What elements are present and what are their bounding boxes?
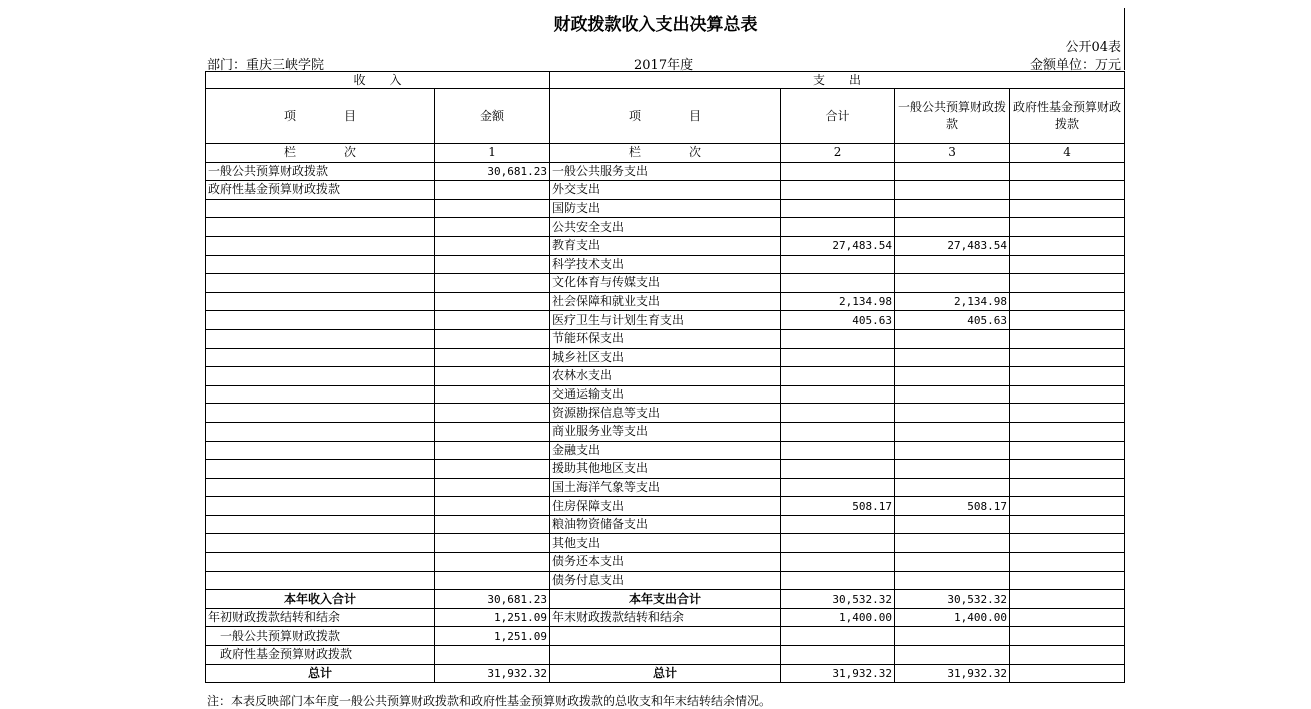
- end-balance-label: 年末财政拨款结转和结余: [550, 608, 781, 627]
- table-row: [206, 497, 1125, 516]
- expense-total: [781, 460, 895, 479]
- income-item: [206, 422, 435, 441]
- begin-fund: [435, 646, 550, 665]
- begin-general: 1,251.09: [435, 627, 550, 646]
- section-income: 收 入: [206, 72, 550, 89]
- table-row: [206, 404, 1125, 423]
- income-amount: [435, 181, 550, 200]
- income-amount: [435, 385, 550, 404]
- expense-item: 国土海洋气象等支出: [550, 478, 781, 497]
- income-amount: [435, 274, 550, 293]
- expense-item: 农林水支出: [550, 367, 781, 386]
- empty-cell: [1010, 627, 1125, 646]
- expense-general: [895, 367, 1010, 386]
- table-row: [206, 218, 1125, 237]
- expense-total: [781, 274, 895, 293]
- expense-fund: [1010, 348, 1125, 367]
- expense-general: [895, 460, 1010, 479]
- expense-item: 商业服务业等支出: [550, 422, 781, 441]
- income-amount: [435, 348, 550, 367]
- income-item: [206, 329, 435, 348]
- year-total-row: [206, 590, 1125, 609]
- empty-cell: [550, 627, 781, 646]
- begin-general-row: [206, 627, 1125, 646]
- table-row: [206, 571, 1125, 590]
- income-item: [206, 274, 435, 293]
- expense-item: 交通运输支出: [550, 385, 781, 404]
- expense-fund: [1010, 385, 1125, 404]
- expense-general: [895, 478, 1010, 497]
- form-id: 公开04表: [1065, 40, 1121, 55]
- expense-item: 社会保障和就业支出: [550, 292, 781, 311]
- expense-general: [895, 534, 1010, 553]
- grand-out-general: 31,932.32: [895, 664, 1010, 683]
- grand-in-label: 总计: [206, 664, 435, 683]
- expense-total: [781, 515, 895, 534]
- table-row: [206, 422, 1125, 441]
- table-row: [206, 236, 1125, 255]
- expense-item: 债务付息支出: [550, 571, 781, 590]
- expense-general: 27,483.54: [895, 236, 1010, 255]
- empty-cell: [781, 627, 895, 646]
- expense-total: [781, 553, 895, 572]
- expense-item: 节能环保支出: [550, 329, 781, 348]
- expense-total: [781, 329, 895, 348]
- expense-item: 住房保障支出: [550, 497, 781, 516]
- expense-total: 27,483.54: [781, 236, 895, 255]
- expense-total: [781, 478, 895, 497]
- table-row: [206, 199, 1125, 218]
- grand-in: 31,932.32: [435, 664, 550, 683]
- year-income-total: 30,681.23: [435, 590, 550, 609]
- table-row: [206, 292, 1125, 311]
- expense-fund: [1010, 404, 1125, 423]
- income-amount: [435, 422, 550, 441]
- expense-fund: [1010, 367, 1125, 386]
- expense-total: [781, 255, 895, 274]
- expense-general: 508.17: [895, 497, 1010, 516]
- expense-fund: [1010, 571, 1125, 590]
- col-label-right: 栏 次: [550, 144, 781, 163]
- expense-total: 405.63: [781, 311, 895, 330]
- begin-fund-row: [206, 646, 1125, 665]
- expense-item: 其他支出: [550, 534, 781, 553]
- expense-total: [781, 218, 895, 237]
- year-expense-total-label: 本年支出合计: [550, 590, 781, 609]
- table-row: [206, 515, 1125, 534]
- table-row: [206, 367, 1125, 386]
- col-label-4: 4: [1010, 144, 1125, 163]
- table-row: [206, 181, 1125, 200]
- unit-label: 金额单位：万元: [1029, 58, 1121, 73]
- end-balance-general: 1,400.00: [895, 608, 1010, 627]
- table-row: [206, 274, 1125, 293]
- income-item: [206, 497, 435, 516]
- expense-general: 2,134.98: [895, 292, 1010, 311]
- expense-item: 文化体育与传媒支出: [550, 274, 781, 293]
- income-amount: 30,681.23: [435, 162, 550, 181]
- expense-general: [895, 422, 1010, 441]
- table-row: [206, 311, 1125, 330]
- income-amount: [435, 497, 550, 516]
- income-item: [206, 515, 435, 534]
- income-amount: [435, 460, 550, 479]
- expense-general: [895, 553, 1010, 572]
- income-item: [206, 553, 435, 572]
- expense-fund: [1010, 478, 1125, 497]
- empty-cell: [895, 627, 1010, 646]
- empty-cell: [781, 646, 895, 665]
- table-row: [206, 460, 1125, 479]
- expense-fund: [1010, 515, 1125, 534]
- expense-general: [895, 515, 1010, 534]
- col-label-3: 3: [895, 144, 1010, 163]
- expense-fund: [1010, 236, 1125, 255]
- expense-total: [781, 199, 895, 218]
- expense-fund: [1010, 329, 1125, 348]
- expense-fund: [1010, 162, 1125, 181]
- income-item: [206, 460, 435, 479]
- header-item-left: 项 目: [206, 89, 435, 144]
- expense-general: [895, 274, 1010, 293]
- header-fund-budget: 政府性基金预算财政拨款: [1010, 89, 1125, 144]
- expense-fund: [1010, 218, 1125, 237]
- column-header-row: [206, 89, 1125, 144]
- expense-general: [895, 181, 1010, 200]
- income-amount: [435, 441, 550, 460]
- income-amount: [435, 218, 550, 237]
- header-amount: 金额: [435, 89, 550, 144]
- income-amount: [435, 311, 550, 330]
- table-row: [206, 329, 1125, 348]
- income-amount: [435, 571, 550, 590]
- expense-item: 公共安全支出: [550, 218, 781, 237]
- income-item: [206, 385, 435, 404]
- expense-item: 债务还本支出: [550, 553, 781, 572]
- begin-balance-label: 年初财政拨款结转和结余: [206, 608, 435, 627]
- table-row: [206, 255, 1125, 274]
- expense-general: [895, 404, 1010, 423]
- year-income-total-label: 本年收入合计: [206, 590, 435, 609]
- header-item-right: 项 目: [550, 89, 781, 144]
- income-item: [206, 367, 435, 386]
- income-item: [206, 441, 435, 460]
- income-item: [206, 478, 435, 497]
- income-item: [206, 199, 435, 218]
- expense-total: [781, 348, 895, 367]
- expense-total: [781, 181, 895, 200]
- income-item: [206, 311, 435, 330]
- begin-balance: 1,251.09: [435, 608, 550, 627]
- income-item: [206, 571, 435, 590]
- expense-total: [781, 367, 895, 386]
- header-total: 合计: [781, 89, 895, 144]
- col-label-2: 2: [781, 144, 895, 163]
- expense-fund: [1010, 441, 1125, 460]
- expense-general: [895, 348, 1010, 367]
- table-row: [206, 534, 1125, 553]
- income-item: 政府性基金预算财政拨款: [206, 181, 435, 200]
- income-item: [206, 292, 435, 311]
- table-row: [206, 441, 1125, 460]
- expense-fund: [1010, 181, 1125, 200]
- income-item: [206, 236, 435, 255]
- expense-item: 资源勘探信息等支出: [550, 404, 781, 423]
- income-item: [206, 218, 435, 237]
- table-row: [206, 348, 1125, 367]
- expense-fund: [1010, 255, 1125, 274]
- expense-total: 508.17: [781, 497, 895, 516]
- table-row: [206, 553, 1125, 572]
- expense-general: [895, 329, 1010, 348]
- footnote: 注：本表反映部门本年度一般公共预算财政拨款和政府性基金预算财政拨款的总收支和年末结转结余情况。: [207, 694, 772, 708]
- table-row: [206, 162, 1125, 181]
- begin-fund-label: 政府性基金预算财政拨款: [206, 646, 435, 665]
- expense-item: 外交支出: [550, 181, 781, 200]
- year-expense-fund: [1010, 590, 1125, 609]
- expense-fund: [1010, 497, 1125, 516]
- expense-item: 教育支出: [550, 236, 781, 255]
- year-label: 2017年度: [634, 58, 694, 73]
- income-item: [206, 404, 435, 423]
- expense-general: [895, 571, 1010, 590]
- expense-item: 一般公共服务支出: [550, 162, 781, 181]
- section-header-row: [206, 72, 1125, 89]
- expense-fund: [1010, 199, 1125, 218]
- expense-total: [781, 534, 895, 553]
- end-balance-total: 1,400.00: [781, 608, 895, 627]
- grand-out-fund: [1010, 664, 1125, 683]
- grand-out-label: 总计: [550, 664, 781, 683]
- income-item: [206, 348, 435, 367]
- expense-total: 2,134.98: [781, 292, 895, 311]
- grand-out-total: 31,932.32: [781, 664, 895, 683]
- expense-general: [895, 162, 1010, 181]
- end-balance-fund: [1010, 608, 1125, 627]
- column-number-row: [206, 144, 1125, 163]
- expense-fund: [1010, 311, 1125, 330]
- income-amount: [435, 329, 550, 348]
- expense-total: [781, 385, 895, 404]
- expense-total: [781, 162, 895, 181]
- balance-row: [206, 608, 1125, 627]
- expense-item: 科学技术支出: [550, 255, 781, 274]
- expense-fund: [1010, 460, 1125, 479]
- table-row: [206, 385, 1125, 404]
- income-item: 一般公共预算财政拨款: [206, 162, 435, 181]
- expense-general: 405.63: [895, 311, 1010, 330]
- section-expense: 支 出: [550, 72, 1125, 89]
- year-expense-total: 30,532.32: [781, 590, 895, 609]
- income-item: [206, 255, 435, 274]
- expense-fund: [1010, 553, 1125, 572]
- expense-item: 国防支出: [550, 199, 781, 218]
- year-expense-general: 30,532.32: [895, 590, 1010, 609]
- empty-cell: [1010, 646, 1125, 665]
- begin-general-label: 一般公共预算财政拨款: [206, 627, 435, 646]
- expense-fund: [1010, 422, 1125, 441]
- income-amount: [435, 553, 550, 572]
- income-amount: [435, 292, 550, 311]
- expense-total: [781, 571, 895, 590]
- income-amount: [435, 199, 550, 218]
- expense-total: [781, 441, 895, 460]
- department-label: 部门：重庆三峡学院: [207, 58, 325, 73]
- expense-fund: [1010, 292, 1125, 311]
- expense-general: [895, 199, 1010, 218]
- expense-fund: [1010, 274, 1125, 293]
- expense-item: 金融支出: [550, 441, 781, 460]
- income-amount: [435, 515, 550, 534]
- empty-cell: [895, 646, 1010, 665]
- header-general-budget: 一般公共预算财政拨款: [895, 89, 1010, 144]
- expense-fund: [1010, 534, 1125, 553]
- expense-general: [895, 218, 1010, 237]
- expense-general: [895, 441, 1010, 460]
- income-amount: [435, 367, 550, 386]
- expense-total: [781, 422, 895, 441]
- table-row: [206, 478, 1125, 497]
- income-amount: [435, 534, 550, 553]
- empty-cell: [550, 646, 781, 665]
- expense-total: [781, 404, 895, 423]
- expense-item: 医疗卫生与计划生育支出: [550, 311, 781, 330]
- income-amount: [435, 236, 550, 255]
- expense-general: [895, 385, 1010, 404]
- income-amount: [435, 255, 550, 274]
- col-label-left: 栏 次: [206, 144, 435, 163]
- expense-item: 援助其他地区支出: [550, 460, 781, 479]
- expense-item: 城乡社区支出: [550, 348, 781, 367]
- income-item: [206, 534, 435, 553]
- budget-table: [205, 71, 1125, 683]
- expense-general: [895, 255, 1010, 274]
- page-title: 财政拨款收入支出决算总表: [553, 15, 758, 35]
- col-label-1: 1: [435, 144, 550, 163]
- income-amount: [435, 478, 550, 497]
- grand-total-row: [206, 664, 1125, 683]
- expense-item: 粮油物资储备支出: [550, 515, 781, 534]
- income-amount: [435, 404, 550, 423]
